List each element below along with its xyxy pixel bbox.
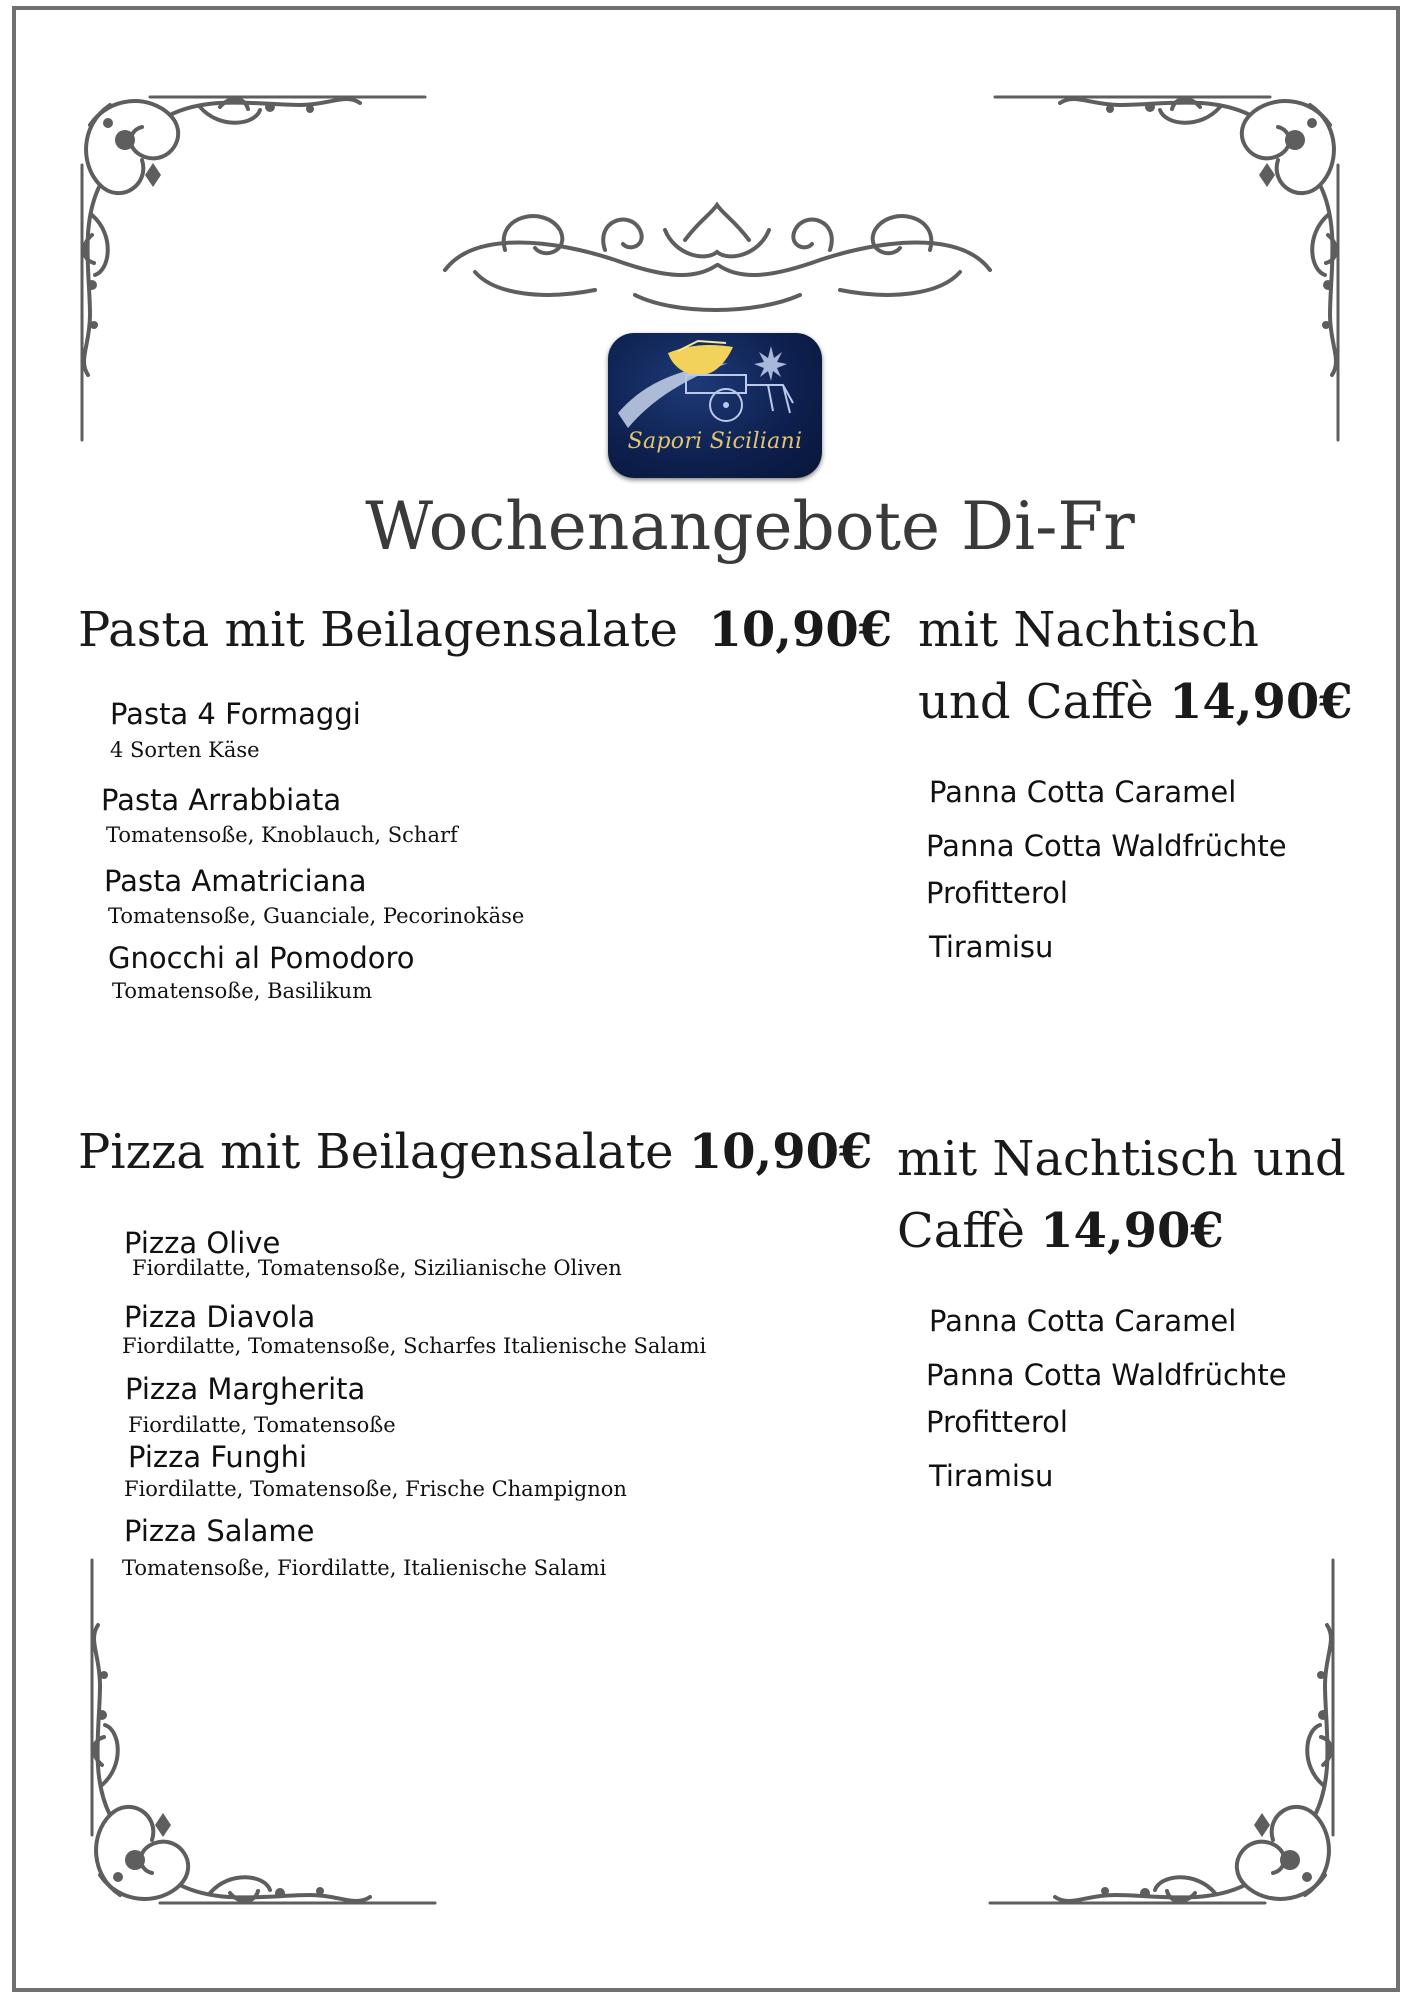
pizza-dessert-heading-line2 [897, 1203, 1224, 1261]
pasta-item-3-desc: Tomatensoße, Guanciale, Pecorinokäse [108, 904, 525, 928]
corner-ornament-top-left [70, 85, 430, 445]
pizza-item-2-desc: Fiordilatte, Tomatensoße, Scharfes Italienische Salami [122, 1334, 707, 1358]
pizza-dessert-price: 14,90€ [1040, 1203, 1224, 1259]
page-title: Wochenangebote Di-Fr [365, 488, 1135, 565]
pizza-item-4-desc: Fiordilatte, Tomatensoße, Frische Champignon [124, 1477, 627, 1501]
corner-ornament-bottom-right [985, 1555, 1345, 1915]
pasta-dessert-heading-line2 [918, 674, 1353, 732]
pizza-dessert-item-4: Tiramisu [929, 1459, 1054, 1493]
pasta-dessert-item-1: Panna Cotta Caramel [929, 775, 1237, 809]
center-flourish-ornament [435, 200, 1000, 330]
logo-badge [608, 333, 822, 478]
pizza-heading-text: Pizza mit Beilagensalate [78, 1124, 674, 1180]
pizza-item-3-desc: Fiordilatte, Tomatensoße [128, 1413, 396, 1437]
pizza-dessert-heading-line2-text: Caffè [897, 1203, 1025, 1259]
pasta-item-1-desc: 4 Sorten Käse [110, 738, 260, 762]
pizza-dessert-item-2: Panna Cotta Waldfrüchte [926, 1358, 1287, 1392]
pizza-item-2-name: Pizza Diavola [124, 1300, 316, 1334]
pizza-dessert-item-3: Profitterol [926, 1405, 1068, 1439]
pasta-dessert-item-2: Panna Cotta Waldfrüchte [926, 829, 1287, 863]
pasta-price: 10,90€ [708, 602, 893, 658]
logo-emblem [608, 333, 822, 478]
pasta-dessert-heading-line2-text: und Caffè [918, 674, 1154, 730]
corner-ornament-top-right [990, 85, 1350, 445]
pasta-item-1-name: Pasta 4 Formaggi [110, 697, 361, 731]
pizza-item-5-desc: Tomatensoße, Fiordilatte, Italienische Salami [122, 1556, 607, 1580]
pizza-item-1-desc: Fiordilatte, Tomatensoße, Sizilianische Oliven [132, 1256, 622, 1280]
pizza-dessert-item-1: Panna Cotta Caramel [929, 1304, 1237, 1338]
pasta-dessert-heading-line1: mit Nachtisch [918, 602, 1259, 658]
pasta-item-2-desc: Tomatensoße, Knoblauch, Scharf [106, 823, 458, 847]
corner-ornament-bottom-left [80, 1555, 440, 1915]
pasta-dessert-item-3: Profitterol [926, 876, 1068, 910]
pasta-dessert-item-4: Tiramisu [929, 930, 1054, 964]
pizza-dessert-heading-line1: mit Nachtisch und [897, 1131, 1346, 1187]
pizza-price: 10,90€ [688, 1124, 873, 1180]
pasta-item-4-name: Gnocchi al Pomodoro [108, 941, 415, 975]
pasta-heading [78, 602, 892, 660]
logo-text: Sapori Siciliani [627, 429, 803, 454]
pizza-item-1-name: Pizza Olive [124, 1226, 281, 1260]
pasta-heading-text: Pasta mit Beilagensalate [78, 602, 678, 658]
pasta-dessert-price: 14,90€ [1168, 674, 1353, 730]
pasta-item-4-desc: Tomatensoße, Basilikum [112, 979, 373, 1003]
pasta-item-3-name: Pasta Amatriciana [104, 864, 367, 898]
pizza-item-3-name: Pizza Margherita [125, 1372, 366, 1406]
pasta-item-2-name: Pasta Arrabbiata [101, 783, 342, 817]
pizza-item-5-name: Pizza Salame [124, 1514, 315, 1548]
pizza-heading [78, 1124, 872, 1182]
pizza-item-4-name: Pizza Funghi [128, 1440, 308, 1474]
